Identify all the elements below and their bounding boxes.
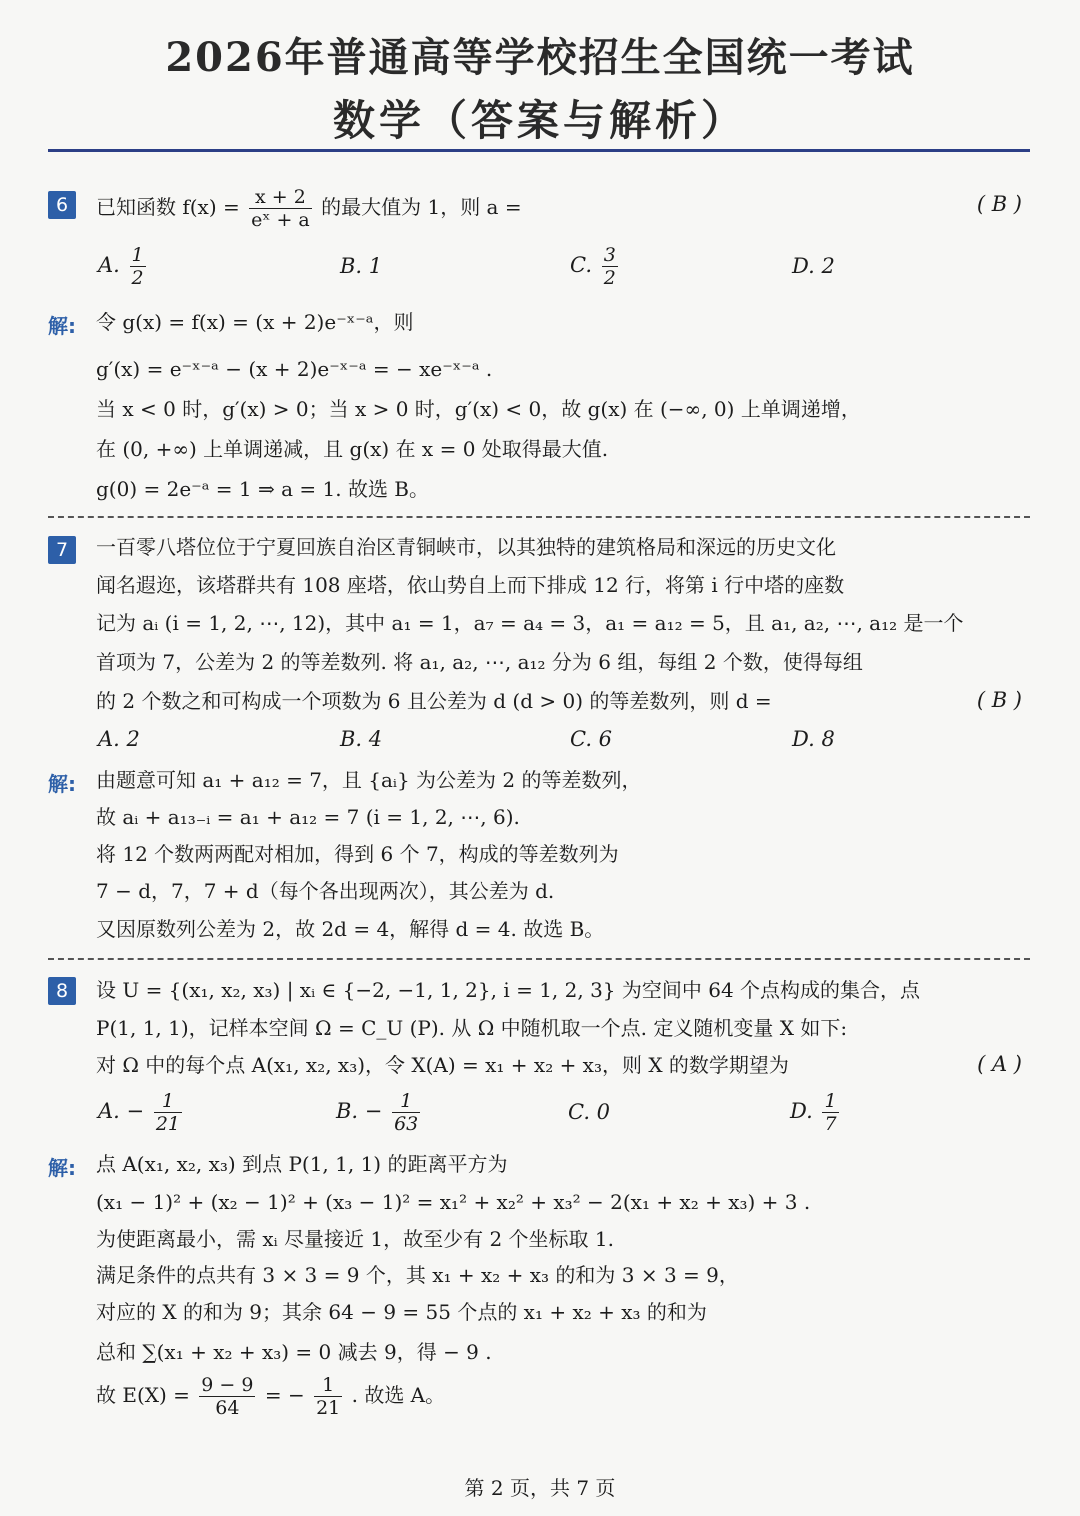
solution-line: 将 12 个数两两配对相加，得到 6 个 7，构成的等差数列为	[96, 842, 619, 866]
question-stem: P(1, 1, 1)，记样本空间 Ω = C_U (P). 从 Ω 中随机取一个点. 定义随机变量 X 如下:	[96, 1016, 848, 1040]
question-number-badge: 8	[48, 977, 76, 1005]
question-stem: 记为 aᵢ (i = 1, 2, ⋯, 12)，其中 a₁ = 1，a₇ = a₄ = 3，a₁ = a₁₂ = 5，且 a₁, a₂, ⋯, a₁₂ 是一个	[96, 611, 964, 635]
final-text: = −	[264, 1383, 305, 1407]
solution-line: 7 − d，7，7 + d（每个各出现两次），其公差为 d.	[96, 879, 555, 903]
question-stem: 的 2 个数之和可构成一个项数为 6 且公差为 d (d > 0) 的等差数列，则 d =	[96, 689, 772, 713]
fraction-numerator: 1	[154, 1090, 182, 1113]
fraction-numerator: 3	[603, 244, 616, 266]
fraction-denominator: 63	[394, 1113, 419, 1135]
option-label: B. −	[336, 1099, 383, 1123]
question-stem: 首项为 7，公差为 2 的等差数列. 将 a₁, a₂, ⋯, a₁₂ 分为 6 组，每组 2 个数，使得每组	[96, 650, 863, 674]
option-b: B. 4	[340, 727, 383, 751]
question-number-badge: 7	[48, 536, 76, 564]
solution-line: 总和 ∑(x₁ + x₂ + x₃) = 0 减去 9，得 − 9 .	[96, 1340, 492, 1364]
fraction	[154, 1090, 182, 1135]
option-d: D. 8	[792, 727, 835, 751]
fraction	[130, 244, 146, 289]
final-text: . 故选 A。	[351, 1383, 446, 1407]
question-number-badge: 6	[48, 191, 76, 219]
solution-line: 在 (0, +∞) 上单调递减，且 g(x) 在 x = 0 处取得最大值.	[96, 437, 609, 461]
option-label: D.	[790, 1099, 813, 1123]
fraction-numerator: x + 2	[249, 186, 312, 209]
option-c: C. 0	[568, 1100, 611, 1124]
fraction	[249, 186, 312, 231]
fraction-denominator: 21	[155, 1113, 180, 1135]
page-title: 2026年普通高等学校招生全国统一考试	[165, 34, 915, 81]
answer-key: ( B )	[976, 192, 1022, 216]
section-divider	[48, 516, 1030, 518]
option-d: D. 2	[792, 254, 835, 278]
fraction-numerator: 1	[131, 244, 144, 266]
solution-line: (x₁ − 1)² + (x₂ − 1)² + (x₃ − 1)² = x₁² + x₂² + x₃² − 2(x₁ + x₂ + x₃) + 3 .	[96, 1190, 811, 1214]
fraction-numerator: 1	[392, 1090, 420, 1113]
option-c: C. 6	[570, 727, 613, 751]
solution-line: 由题意可知 a₁ + a₁₂ = 7，且 {aᵢ} 为公差为 2 的等差数列，	[96, 768, 642, 792]
solution-line: 又因原数列公差为 2，故 2d = 4，解得 d = 4. 故选 B。	[96, 917, 605, 941]
fraction-numerator: 9 − 9	[201, 1374, 254, 1396]
solution-line: g(0) = 2e⁻ᵃ = 1 ⇒ a = 1. 故选 B。	[96, 477, 429, 501]
solution-line: 故 aᵢ + a₁₃₋ᵢ = a₁ + a₁₂ = 7 (i = 1, 2, ⋯, 6).	[96, 805, 520, 829]
final-expectation	[96, 1374, 445, 1419]
option-d	[790, 1090, 842, 1135]
page-subtitle: 数学（答案与解析）	[332, 96, 747, 145]
solution-label: 解:	[48, 314, 76, 338]
fraction-numerator: 1	[824, 1090, 837, 1112]
fraction	[314, 1374, 342, 1419]
fraction-denominator: 7	[824, 1113, 837, 1135]
solution-line: 满足条件的点共有 3 × 3 = 9 个，其 x₁ + x₂ + x₃ 的和为 3 × 3 = 9，	[96, 1263, 739, 1287]
fraction-denominator: 21	[316, 1397, 341, 1419]
fraction	[822, 1090, 838, 1135]
fraction	[602, 244, 618, 289]
section-divider	[48, 958, 1030, 960]
title-divider	[48, 149, 1030, 152]
solution-line: 对应的 X 的和为 9；其余 64 − 9 = 55 个点的 x₁ + x₂ + x₃ 的和为	[96, 1300, 707, 1324]
option-a	[98, 1090, 185, 1135]
fraction-numerator: 1	[314, 1374, 342, 1397]
fraction-denominator: eˣ + a	[251, 209, 310, 231]
fraction-denominator: 2	[131, 267, 144, 289]
option-a: A. 2	[98, 727, 140, 751]
question-stem: 设 U = {(x₁, x₂, x₃) | xᵢ ∈ {−2, −1, 1, 2}, i = 1, 2, 3} 为空间中 64 个点构成的集合，点	[96, 978, 921, 1002]
fraction-denominator: 64	[215, 1397, 240, 1419]
option-label: A.	[98, 253, 120, 277]
final-text: 故 E(X) =	[96, 1383, 190, 1407]
option-b	[336, 1090, 423, 1135]
answer-key: ( A )	[977, 1052, 1022, 1076]
option-b: B. 1	[340, 254, 383, 278]
question-stem: 闻名遐迩，该塔群共有 108 座塔，依山势自上而下排成 12 行，将第 i 行中塔的座数	[96, 573, 845, 597]
solution-line: g′(x) = e⁻ˣ⁻ᵃ − (x + 2)e⁻ˣ⁻ᵃ = − xe⁻ˣ⁻ᵃ .	[96, 357, 493, 381]
page-footer: 第 2 页，共 7 页	[464, 1476, 616, 1500]
option-a	[98, 244, 149, 289]
question-stem	[96, 186, 522, 231]
question-stem: 一百零八塔位位于宁夏回族自治区青铜峡市，以其独特的建筑格局和深远的历史文化	[96, 535, 836, 559]
fraction-denominator: 2	[603, 267, 616, 289]
stem-text: 的最大值为 1，则 a =	[321, 195, 522, 219]
stem-text: 已知函数 f(x) =	[96, 195, 240, 219]
option-label: C.	[570, 253, 592, 277]
solution-line: 当 x < 0 时，g′(x) > 0；当 x > 0 时，g′(x) < 0，故 g(x) 在 (−∞, 0) 上单调递增，	[96, 397, 861, 421]
solution-line: 点 A(x₁, x₂, x₃) 到点 P(1, 1, 1) 的距离平方为	[96, 1152, 508, 1176]
fraction	[199, 1374, 255, 1419]
solution-label: 解:	[48, 1156, 76, 1180]
solution-line: 为使距离最小，需 xᵢ 尽量接近 1，故至少有 2 个坐标取 1.	[96, 1227, 614, 1251]
option-label: A. −	[98, 1099, 145, 1123]
option-c	[570, 244, 621, 289]
solution-label: 解:	[48, 772, 76, 796]
answer-key: ( B )	[976, 688, 1022, 712]
question-stem: 对 Ω 中的每个点 A(x₁, x₂, x₃)，令 X(A) = x₁ + x₂ + x₃，则 X 的数学期望为	[96, 1053, 789, 1077]
solution-line: 令 g(x) = f(x) = (x + 2)e⁻ˣ⁻ᵃ，则	[96, 310, 414, 334]
fraction	[392, 1090, 420, 1135]
